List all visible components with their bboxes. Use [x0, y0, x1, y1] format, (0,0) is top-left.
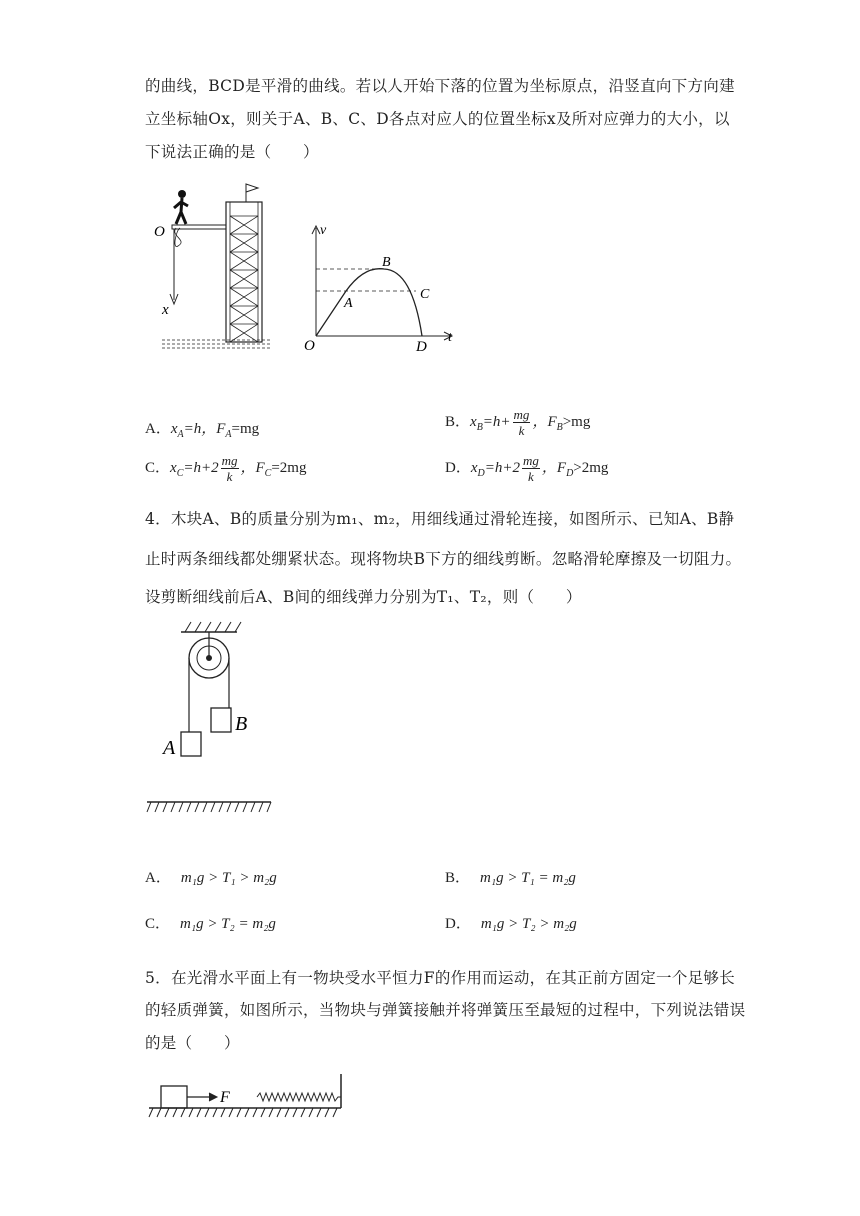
q5-text-line2: 的轻质弹簧，如图所示，当物块与弹簧接触并将弹簧压至最短的过程中，下列说法错误: [145, 1001, 746, 1019]
q4-text-line1: 4．木块A、B的质量分别为m₁、m₂，用细线通过滑轮连接，如图所示、已知A、B静: [145, 510, 735, 528]
q4-option-B[interactable]: B． m₁g > T₁ = m₂g: [445, 870, 576, 886]
q3-text-line1: 的曲线，BCD是平滑的曲线。若以人开始下落的位置为坐标原点，沿竖直向下方向建: [145, 77, 735, 95]
q5-text-line3: 的是（ ）: [145, 1034, 240, 1052]
q3-option-C[interactable]: C．$x_C=h+2$ $\frac{mg}{k}$ ，$F_C=2mg$: [145, 453, 307, 484]
spring: [257, 1093, 341, 1101]
origin-label: O: [154, 224, 165, 240]
point-C-label: C: [420, 287, 430, 302]
point-D-label: D: [416, 339, 427, 355]
x-axis-label: x: [162, 302, 169, 318]
force-label: F: [220, 1089, 230, 1106]
block-A-label: A: [163, 737, 176, 759]
q4-option-C[interactable]: C． m₁g > T₂ = m₂g: [145, 916, 276, 932]
q4-text-line3: 设剪断细线前后A、B间的细线弹力分别为T₁、T₂，则（ ）: [145, 588, 582, 606]
person-head: [178, 190, 186, 198]
graph-origin-label: O: [304, 338, 315, 354]
block-A: [181, 732, 201, 756]
t-axis-label: t: [448, 330, 452, 345]
pulley-figure: [145, 618, 285, 818]
bungee-tower-figure: [150, 180, 290, 360]
v-axis-label: v: [320, 223, 327, 238]
block-B-label: B: [235, 713, 248, 735]
block-B: [211, 708, 231, 732]
q5-text-line1: 5．在光滑水平面上有一物块受水平恒力F的作用而运动，在其正前方固定一个足够长: [145, 969, 736, 987]
q4-text-line2: 止时两条细线都处绷紧状态。现将物块B下方的细线剪断。忽略滑轮摩擦及一切阻力。: [145, 550, 742, 568]
velocity-time-graph: [300, 220, 460, 355]
q3-text-line2: 立坐标轴Ox，则关于A、B、C、D各点对应人的位置坐标x及所对应弹力的大小，以: [145, 110, 730, 128]
person-body: [174, 198, 188, 224]
q3-option-A[interactable]: A．$x_A=h$，$F_A=mg$: [145, 421, 260, 440]
jump-platform: [172, 225, 226, 229]
flag-icon: [246, 184, 258, 192]
point-B-label: B: [382, 255, 391, 270]
q4-option-D[interactable]: D． m₁g > T₂ > m₂g: [445, 916, 577, 932]
tower: [226, 202, 262, 342]
water-surface: [162, 340, 270, 348]
q3-option-B[interactable]: B．$x_B=h+$ $\frac{mg}{k}$ ，$F_B>mg$: [445, 407, 591, 438]
velocity-curve: [316, 269, 422, 336]
q4-option-A[interactable]: A． m₁g > T₁ > m₂g: [145, 870, 277, 886]
bungee-rope: [175, 228, 181, 247]
q3-text-line3: 下说法正确的是（ ）: [145, 143, 319, 161]
spring-block-figure: [145, 1072, 355, 1122]
block: [161, 1086, 187, 1108]
q3-option-D[interactable]: D．$x_D=h+2$ $\frac{mg}{k}$ ，$F_D>2mg$: [445, 453, 609, 484]
point-A-label: A: [344, 296, 353, 311]
